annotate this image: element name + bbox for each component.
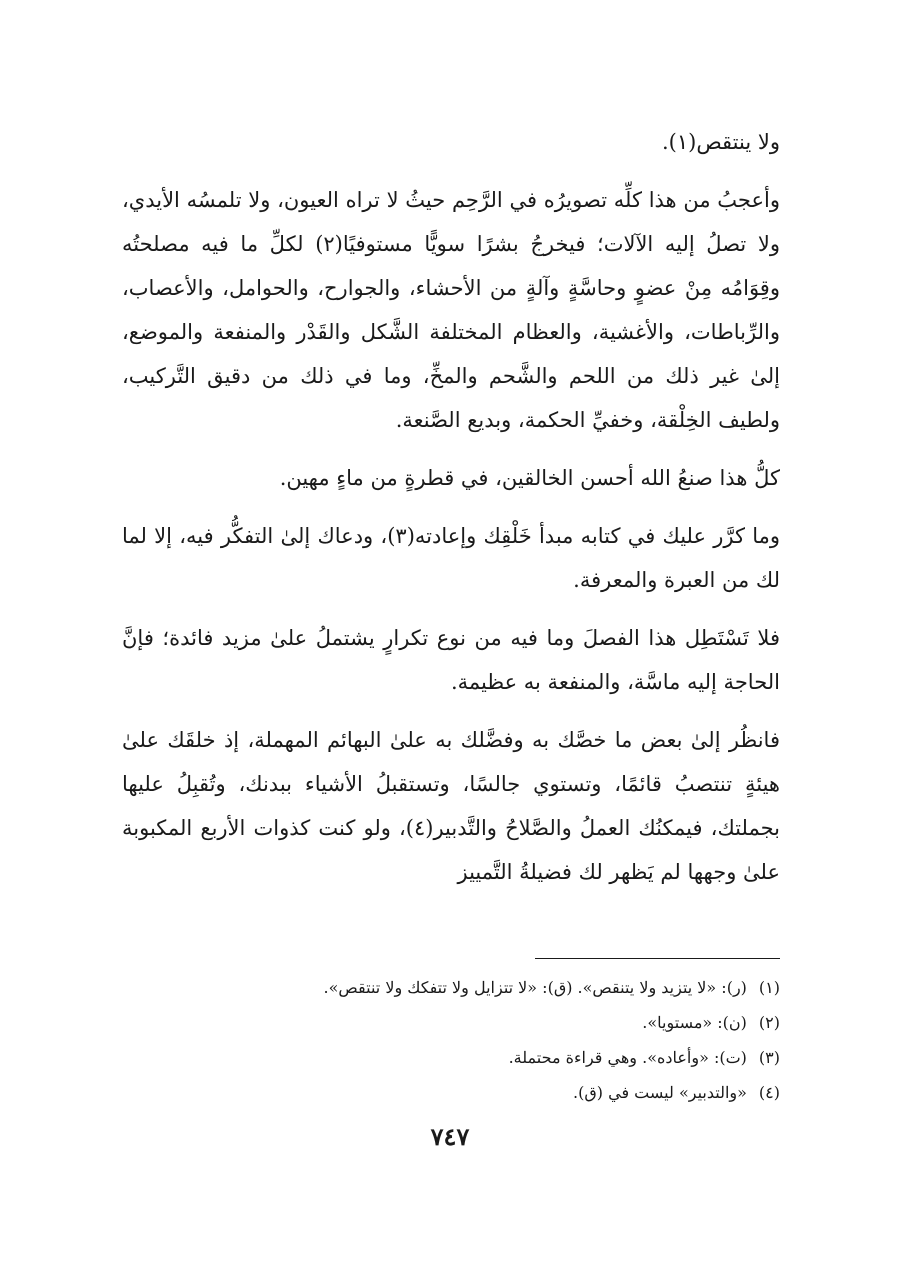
footnote-item [122,1005,780,1040]
footnote-number: (٢) [758,1013,780,1032]
footnotes [122,970,780,1110]
footnote-text: (ر): «لا يتزيد ولا يتنقص». (ق): «لا تتزايل ولا تتفكك ولا تنتقص». [323,978,747,997]
paragraph: وما كرَّر عليك في كتابه مبدأ خَلْقِك وإعادته(٣)، ودعاك إلىٰ التفكُّر فيه، إلا لما لك من العبرة والمعرفة. [122,524,781,592]
footnote-number: (٤) [758,1083,780,1102]
paragraph: كلُّ هذا صنعُ الله أحسن الخالقين، في قطرةٍ من ماءٍ مهين. [279,466,780,490]
paragraph: وأعجبُ من هذا كلِّه تصويرُه في الرَّحِم حيثُ لا تراه العيون، ولا تلمسُه الأيدي، ولا تصلُ إليه الآلات؛ فيخرجُ بشرًا سويًّا مستوفيًا(٢) لكلِّ ما فيه مصلحتُه وقِوَامُه مِنْ عضوٍ وحاسَّةٍ وآلةٍ من الأحشاء، والجوارح، والحوامل، والأعصاب، والرِّباطات، والأغشية، والعظام المختلفة الشَّكل والقَدْر والمنفعة والموضع، إلىٰ غير ذلك من اللحم والشَّحم والمخِّ، وما في ذلك من دقيق التَّركيب، ولطيف الخِلْقة، وخفيِّ الحكمة، وبديع الصَّنعة. [122,188,780,432]
footnote-number: (٣) [758,1048,780,1067]
paragraph: ولا ينتقص(١). [661,130,780,154]
footnote-item [122,1075,780,1110]
paragraph: فانظُر إلىٰ بعض ما خصَّك به وفضَّلك به علىٰ البهائم المهملة، إذ خلقَك علىٰ هيئةٍ تنتصبُ قائمًا، وتستوي جالسًا، وتستقبلُ الأشياء ببدنك، وتُقبِلُ عليها بجملتك، فيمكنُك العملُ والصَّلاحُ والتَّدبير(٤)، ولو كنت كذوات الأربع المكبوبة علىٰ وجهها لم يَظهر لك فضيلةُ التَّمييز [122,728,780,884]
footnote-item [122,1040,780,1075]
footnote-divider [535,958,780,959]
footnote-text: (ت): «وأعاده». وهي قراءة محتملة. [508,1048,747,1067]
footnote-item [122,970,780,1005]
paragraph: فلا تَسْتَطِل هذا الفصلَ وما فيه من نوع تكرارٍ يشتملُ علىٰ مزيد فائدة؛ فإنَّ الحاجة إليه ماسَّة، والمنفعة به عظيمة. [122,626,780,694]
page-number: ٧٤٧ [430,1122,470,1151]
footnote-number: (١) [758,978,780,997]
footnote-text: «والتدبير» ليست في (ق). [573,1083,747,1102]
page-body [122,120,780,908]
footnote-text: (ن): «مستويا». [642,1013,747,1032]
